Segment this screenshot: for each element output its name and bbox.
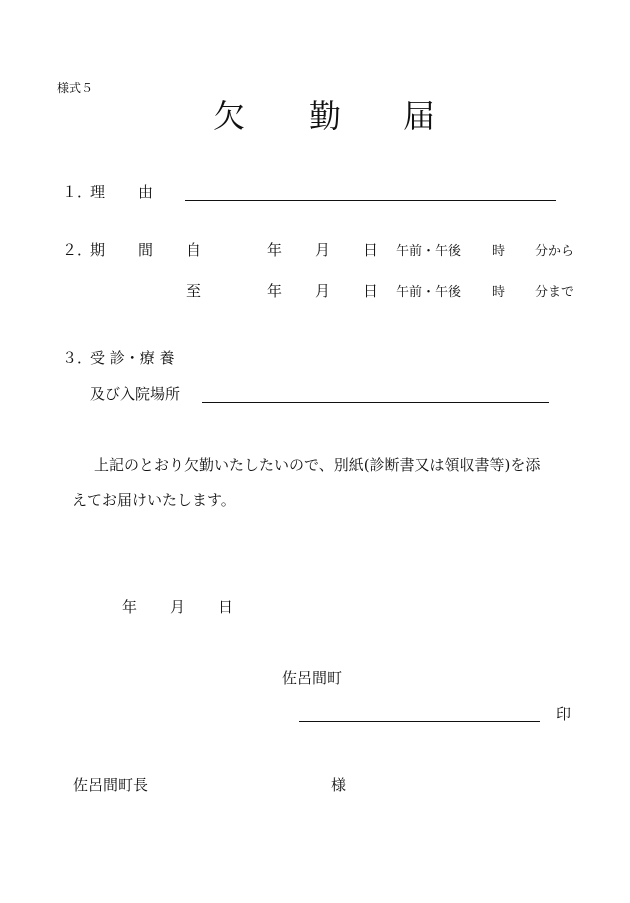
title-char-3: 届: [403, 97, 436, 135]
signature-input-line[interactable]: [299, 721, 540, 722]
from-month: 月: [315, 241, 331, 259]
to-month: 月: [315, 282, 331, 300]
item2-number: ２．: [62, 241, 93, 259]
from-year: 年: [267, 241, 283, 259]
date-year: 年: [122, 598, 138, 616]
seal-label: 印: [556, 705, 572, 723]
body-line-2: えてお届けいたします。: [72, 491, 236, 509]
item3-label-line2: 及び入院場所: [90, 385, 181, 403]
from-hour: 時: [492, 244, 506, 259]
date-month: 月: [170, 598, 186, 616]
town-name: 佐呂間町: [282, 669, 343, 687]
body-line-1: 上記のとおり欠勤いたしたいので、別紙(診断書又は領収書等)を添: [94, 456, 541, 474]
to-day: 日: [363, 282, 379, 300]
title-char-2: 勤: [309, 97, 342, 135]
from-ampm: 午前・午後: [396, 244, 462, 259]
item1-label-a: 理: [90, 183, 106, 201]
date-day: 日: [218, 598, 234, 616]
to-hour: 時: [492, 285, 506, 300]
reason-input-line[interactable]: [185, 200, 556, 201]
to-ampm: 午前・午後: [396, 285, 462, 300]
form-number: 様式５: [57, 81, 94, 95]
recipient-name: 佐呂間町長: [73, 776, 149, 794]
item2-label-b: 間: [138, 241, 154, 259]
item2-label-a: 期: [90, 241, 106, 259]
item1-label-b: 由: [138, 183, 154, 201]
to-minute: 分まで: [535, 285, 575, 300]
item3-number: ３．: [62, 349, 93, 367]
title-char-1: 欠: [213, 97, 246, 135]
to-year: 年: [267, 282, 283, 300]
to-label: 至: [186, 282, 202, 300]
from-label: 自: [186, 241, 202, 259]
recipient-honorific: 様: [331, 776, 347, 794]
place-input-line[interactable]: [202, 402, 549, 403]
from-minute: 分から: [535, 244, 575, 259]
item1-number: １．: [62, 183, 93, 201]
from-day: 日: [363, 241, 379, 259]
item3-label-line1: 受 診・療 養: [90, 349, 175, 367]
